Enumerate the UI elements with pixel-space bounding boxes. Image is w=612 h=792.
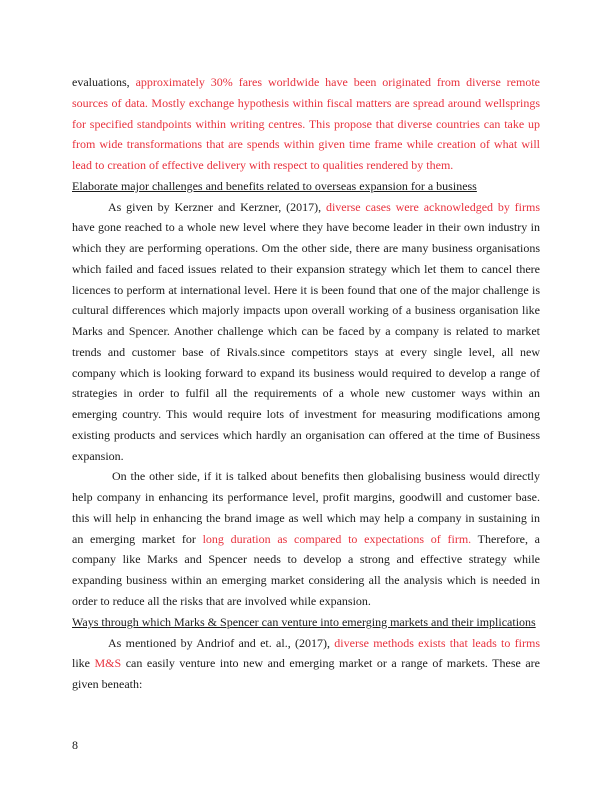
text-run: which failed and faced issues related to their expansion strategy which let them to cancel there bbox=[72, 261, 540, 276]
text-run: an emerging market for bbox=[72, 531, 203, 546]
text-line bbox=[72, 549, 540, 570]
text-run: order to reduce all the risks that are involved while expansion. bbox=[72, 594, 371, 608]
text-line bbox=[72, 280, 540, 301]
text-line bbox=[108, 633, 540, 654]
section-heading bbox=[72, 176, 540, 197]
text-run: trends and customer base of Rivals.since competitors stays at every single level, all new bbox=[72, 344, 540, 359]
text-run: company like Marks and Spencer needs to develop a strong and effective strategy while bbox=[72, 552, 540, 567]
text-run: expanding business within an emerging market considering all the analysis which is needed in bbox=[72, 573, 540, 588]
text-line bbox=[72, 487, 540, 508]
text-run: which they are performing operations. Om the other side, there are many business organisations bbox=[72, 241, 540, 256]
text-line bbox=[72, 321, 540, 342]
highlighted-text: approximately 30% fares worldwide have been originated from diverse remote bbox=[135, 75, 540, 89]
text-run: help company in enhancing its performance level, profit margins, goodwill and customer base. bbox=[72, 490, 540, 505]
section-heading bbox=[72, 612, 540, 633]
text-line bbox=[72, 114, 540, 135]
text-run: Marks and Spencer. Another challenge which can be faced by a company is related to market bbox=[72, 324, 540, 339]
text-line bbox=[72, 570, 540, 591]
text-run: Elaborate major challenges and benefits related to overseas expansion for a business bbox=[72, 178, 477, 193]
highlighted-text: long duration as compared to expectations of firm. bbox=[202, 531, 472, 546]
text-run: expansion. bbox=[72, 448, 124, 463]
text-run: As mentioned by Andriof and et. al., (2017), bbox=[108, 635, 335, 650]
highlighted-text: from wide transformations that are spends within given time frame while creation of what will bbox=[72, 137, 540, 152]
text-run: can easily venture into new and emerging market or a range of markets. These are bbox=[121, 656, 540, 671]
text-run: Ways through which Marks & Spencer can venture into emerging markets and their implications bbox=[72, 614, 536, 629]
highlighted-text: diverse methods exists that leads to firms bbox=[334, 635, 540, 650]
text-run: evaluations, bbox=[72, 75, 136, 89]
text-run: like bbox=[72, 656, 95, 671]
text-line bbox=[72, 508, 540, 529]
text-line bbox=[72, 93, 540, 114]
text-line bbox=[72, 446, 540, 467]
highlighted-text: lead to creation of effective delivery with respect to qualities rendered by them. bbox=[72, 158, 454, 173]
highlighted-text: sources of data. Mostly exchange hypothesis within fiscal matters are spread around wellsprings bbox=[72, 95, 540, 110]
text-line bbox=[72, 300, 540, 321]
text-run: this will help in enhancing the brand image as well which may help a company in sustaining in bbox=[72, 510, 540, 525]
text-run: On the other side, if it is talked about benefits then globalising business would directly bbox=[112, 469, 540, 484]
text-run: given beneath: bbox=[72, 677, 143, 692]
page-number: 8 bbox=[72, 738, 78, 752]
text-line bbox=[72, 72, 540, 93]
text-line bbox=[72, 217, 540, 238]
text-line bbox=[72, 238, 540, 259]
text-run: company which is looking forward to expand its business would required to develop a range of bbox=[72, 365, 540, 380]
text-run: emerging country. This would require lots of investment for measuring modifications among bbox=[72, 407, 540, 422]
text-run: have gone reached to a whole new level where they have become leader in their own industry in bbox=[72, 220, 540, 235]
text-line bbox=[72, 134, 540, 155]
text-run: licences to perform at international level. Here it is been found that one of the major challenge is bbox=[72, 282, 540, 297]
text-line bbox=[72, 425, 540, 446]
highlighted-text: diverse cases were acknowledged by firms bbox=[325, 199, 541, 214]
text-run: existing products and services which hardly an organisation can offered at the time of Business bbox=[72, 427, 540, 442]
highlighted-text: for specified standpoints within writing centres. This propose that diverse countries can take up bbox=[72, 116, 540, 131]
text-line bbox=[72, 363, 540, 384]
text-line bbox=[72, 342, 540, 363]
text-line bbox=[72, 383, 540, 404]
text-line bbox=[72, 259, 540, 280]
text-run: strategies in order to fulfil all the requirements of a whole new customer ways within an bbox=[72, 386, 540, 401]
text-line bbox=[72, 674, 540, 695]
text-line bbox=[108, 197, 540, 218]
text-line bbox=[112, 466, 540, 487]
text-line bbox=[72, 155, 540, 176]
text-line bbox=[72, 591, 540, 612]
text-run: As given by Kerzner and Kerzner, (2017), bbox=[108, 199, 326, 214]
text-run: cultural differences which majorly impacts upon overall working of a business organisation like bbox=[72, 303, 540, 318]
text-line bbox=[72, 404, 540, 425]
text-run: Therefore, a bbox=[471, 531, 541, 546]
text-line bbox=[72, 653, 540, 674]
text-line bbox=[72, 529, 540, 550]
highlighted-text: M&S bbox=[94, 656, 122, 671]
